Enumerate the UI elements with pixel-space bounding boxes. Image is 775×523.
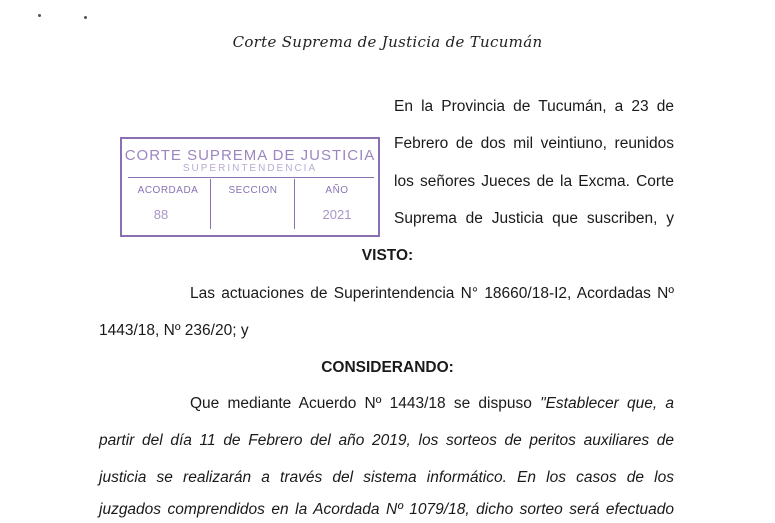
stamp-title: CORTE SUPREMA DE JUSTICIA (124, 147, 376, 164)
stamp-anio-label: AÑO (325, 185, 349, 196)
letterhead-title: Corte Suprema de Justicia de Tucumán (232, 33, 543, 51)
scan-speck (84, 16, 87, 19)
intro-line: Febrero de dos mil veintiuno, reunidos (394, 135, 674, 152)
visto-line: 1443/18, Nº 236/20; y (99, 322, 249, 339)
stamp-acordada-label: ACORDADA (137, 185, 199, 196)
intro-line: los señores Jueces de la Excma. Corte (394, 173, 674, 190)
considerando-quote-line: justicia se realizarán a través del sistema informático. En los casos de los (99, 469, 674, 486)
considerando-heading: CONSIDERANDO: (321, 359, 454, 376)
considerando-quote-line: partir del día 11 de Febrero del año 2019, los sorteos de peritos auxiliares de (99, 432, 674, 449)
acordada-stamp (120, 137, 380, 237)
considerando-quote-line: juzgados comprendidos en la Acordada Nº 1079/18, dicho sorteo será efectuado (99, 501, 674, 518)
stamp-anio-value: 2021 (322, 207, 352, 222)
considerando-quote: "Establecer que, a (540, 395, 674, 412)
stamp-divider (210, 179, 211, 229)
intro-line: En la Provincia de Tucumán, a 23 de (394, 98, 674, 115)
visto-line: Las actuaciones de Superintendencia N° 18660/18-I2, Acordadas Nº (190, 285, 674, 302)
stamp-divider (128, 177, 374, 178)
stamp-divider (294, 179, 295, 229)
considerando-line (190, 394, 674, 414)
stamp-subtitle: SUPERINTENDENCIA (182, 163, 318, 174)
scan-speck (38, 14, 41, 17)
stamp-seccion-label: SECCION (228, 185, 278, 196)
considerando-text: Que mediante Acuerdo Nº 1443/18 se dispuso (190, 395, 541, 412)
intro-line: Suprema de Justicia que suscriben, y (394, 210, 674, 227)
stamp-acordada-value: 88 (153, 207, 169, 222)
visto-heading: VISTO: (361, 247, 414, 264)
